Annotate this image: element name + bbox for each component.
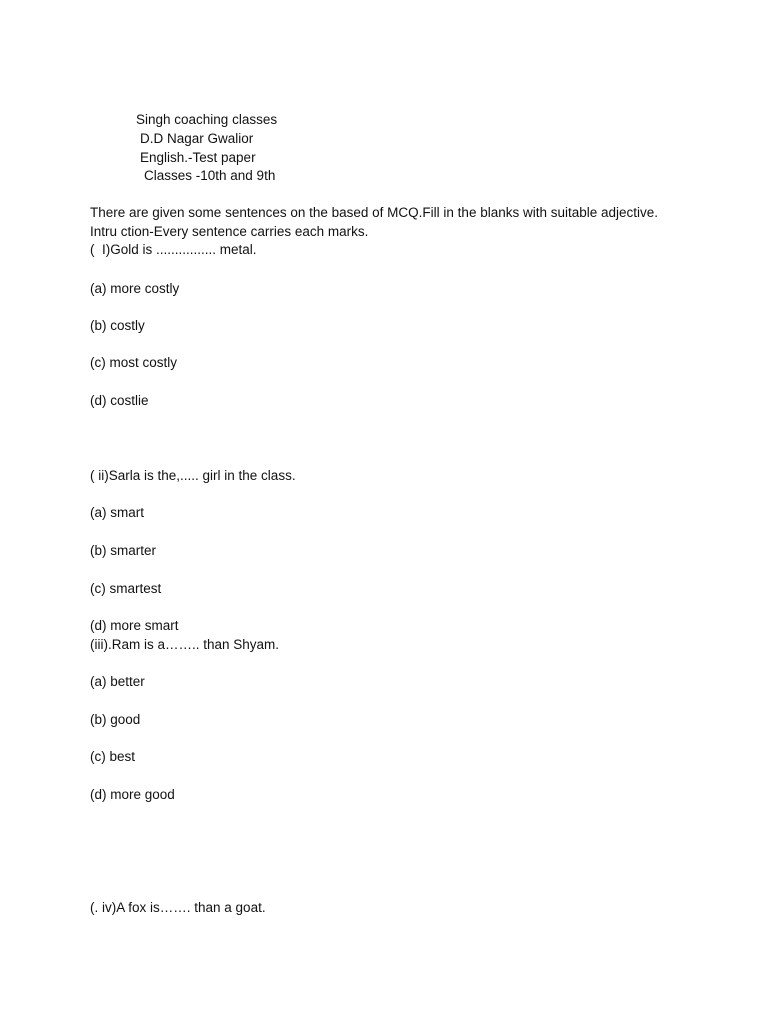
institute-name: Singh coaching classes (136, 112, 278, 127)
paper-subject: English.-Test paper (140, 150, 256, 165)
option-d: (d) more smart (90, 618, 179, 633)
option-b: (b) smarter (90, 543, 157, 558)
option-b: (b) costly (90, 318, 145, 333)
option-b: (b) good (90, 712, 141, 727)
option-c: (c) most costly (90, 355, 178, 370)
option-d: (d) more good (90, 787, 175, 802)
instructions-marks: Intru ction-Every sentence carries each marks. (90, 224, 369, 239)
option-a: (a) better (90, 674, 145, 689)
instructions-intro: There are given some sentences on the based of MCQ.Fill in the blanks with suitable adjective. (90, 205, 659, 220)
question-text: ( I)Gold is ................ metal. (90, 242, 257, 257)
institute-address: D.D Nagar Gwalior (140, 131, 254, 146)
question-text: (. iv)A fox is……. than a goat. (90, 900, 266, 915)
option-d: (d) costlie (90, 393, 149, 408)
option-a: (a) more costly (90, 281, 180, 296)
option-c: (c) best (90, 749, 136, 764)
paper-classes: Classes -10th and 9th (144, 168, 276, 183)
option-c: (c) smartest (90, 581, 162, 596)
question-text: ( ii)Sarla is the,..... girl in the class. (90, 468, 296, 483)
option-a: (a) smart (90, 505, 144, 520)
question-text: (iii).Ram is a…….. than Shyam. (90, 637, 280, 652)
